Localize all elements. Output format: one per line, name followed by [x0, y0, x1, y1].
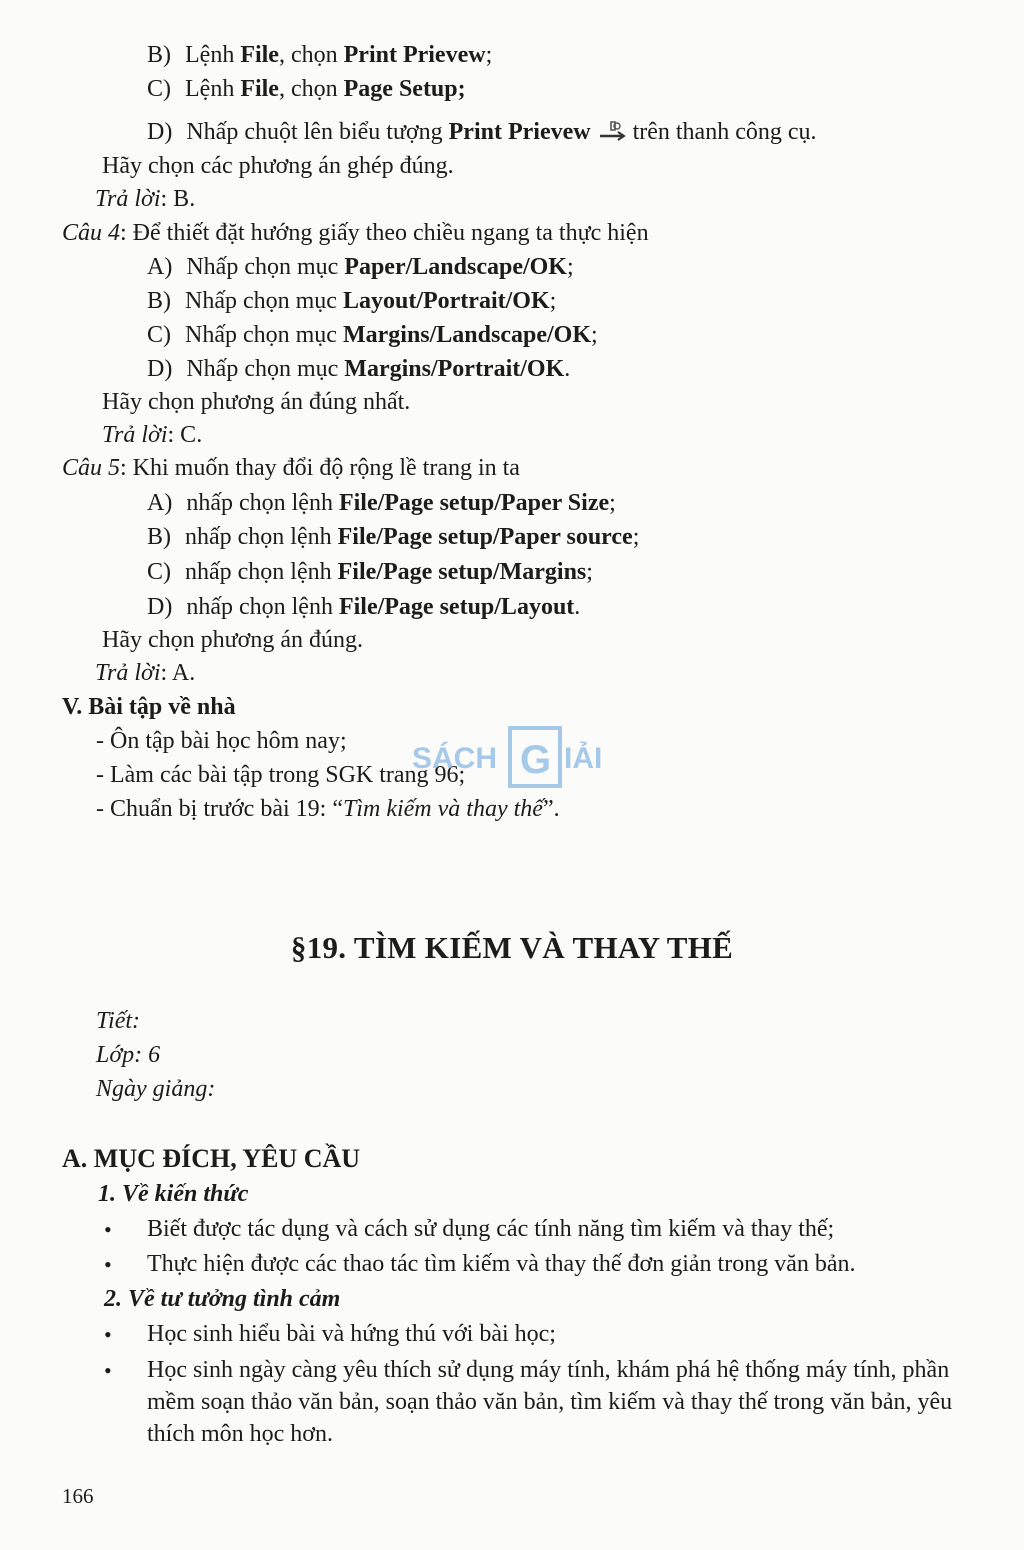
list-item: Biết được tác dụng và cách sử dụng các tính năng tìm kiếm và thay thế; — [147, 1216, 835, 1242]
q5-instruction: Hãy chọn phương án đúng. — [102, 627, 363, 653]
q4-instruction: Hãy chọn phương án đúng nhất. — [102, 389, 411, 415]
bullet-icon: • — [104, 1322, 112, 1347]
q4-option-d: D) Nhấp chọn mục Margins/Portrait/OK. — [147, 356, 571, 382]
subsection-1-title: 1. Về kiến thức — [98, 1181, 249, 1207]
q4-option-b: B) Nhấp chọn mục Layout/Portrait/OK; — [147, 288, 557, 314]
subsection-2-title: 2. Về tư tưởng tình cảm — [104, 1286, 341, 1312]
q5-answer: Trả lời: A. — [95, 660, 196, 686]
q5-option-d: D) nhấp chọn lệnh File/Page setup/Layout. — [147, 594, 581, 620]
section-a-title: A. MỤC ĐÍCH, YÊU CẦU — [62, 1144, 361, 1173]
q3-instruction: Hãy chọn các phương án ghép đúng. — [102, 153, 454, 179]
q5-question: Câu 5: Khi muốn thay đổi độ rộng lề trang in ta — [62, 455, 520, 481]
list-item: Thực hiện được các thao tác tìm kiếm và thay thế đơn giản trong văn bản. — [147, 1251, 856, 1277]
q3-option-d: D) Nhấp chuột lên biểu tượng Print Prievew trên thanh công cụ. — [147, 119, 817, 145]
q4-answer: Trả lời: C. — [102, 422, 203, 448]
bullet-icon: • — [104, 1358, 112, 1383]
q3-answer: Trả lời: B. — [95, 186, 196, 212]
meta-ngay-giang: Ngày giảng: — [96, 1076, 216, 1102]
bullet-icon: • — [104, 1252, 112, 1277]
q5-option-c: C) nhấp chọn lệnh File/Page setup/Margins; — [147, 559, 593, 585]
q4-question: Câu 4: Để thiết đặt hướng giấy theo chiều ngang ta thực hiện — [62, 220, 649, 246]
homework-item: - Chuẩn bị trước bài 19: “Tìm kiếm và thay thế”. — [96, 796, 560, 822]
q4-option-a: A) Nhấp chọn mục Paper/Landscape/OK; — [147, 254, 574, 280]
list-item: Học sinh ngày càng yêu thích sử dụng máy tính, khám phá hệ thống máy tính, phần mềm soạn thảo văn bản, soạn thảo văn bản, tìm kiếm và thay thế trong văn bản, yêu thích môn học hơn. — [147, 1357, 953, 1447]
q5-option-b: B) nhấp chọn lệnh File/Page setup/Paper source; — [147, 524, 640, 550]
lesson-title: §19. TÌM KIẾM VÀ THAY THẾ — [290, 930, 734, 965]
list-item: Học sinh hiểu bài và hứng thú với bài học; — [147, 1321, 556, 1347]
meta-lop: Lớp: 6 — [96, 1042, 161, 1068]
sachgiai-watermark-logo: SÁCH G IẢI — [412, 726, 622, 790]
print-preview-icon — [597, 120, 627, 142]
homework-title: V. Bài tập về nhà — [62, 694, 236, 720]
homework-item: - Làm các bài tập trong SGK trang 96; — [96, 762, 466, 788]
q4-option-c: C) Nhấp chọn mục Margins/Landscape/OK; — [147, 322, 598, 348]
q5-option-a: A) nhấp chọn lệnh File/Page setup/Paper Size; — [147, 490, 616, 516]
page-number: 166 — [62, 1484, 94, 1508]
meta-tiet: Tiết: — [96, 1008, 141, 1034]
q3-option-c: C) Lệnh File, chọn Page Setup; — [147, 76, 466, 102]
homework-item: - Ôn tập bài học hôm nay; — [96, 728, 347, 754]
q3-option-b: B) Lệnh File, chọn Print Prievew; — [147, 42, 493, 68]
bullet-icon: • — [104, 1217, 112, 1242]
